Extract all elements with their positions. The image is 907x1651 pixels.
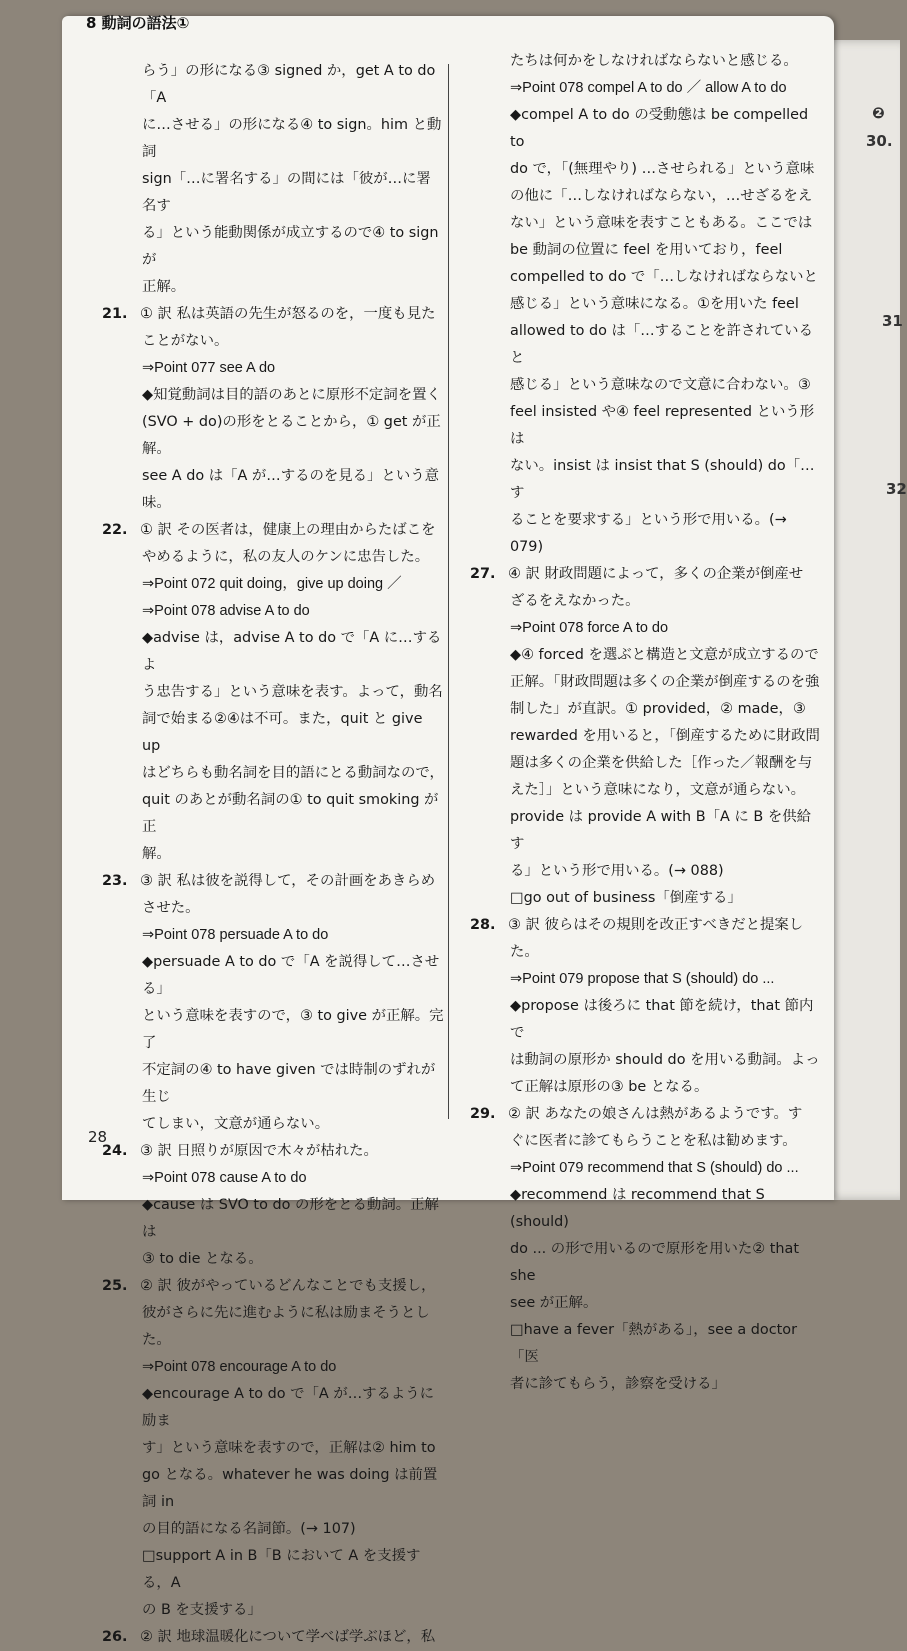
- text-line: 者に診てもらう，診察を受ける」: [510, 1376, 726, 1392]
- question-text: ④ 訳 財政問題によって，多くの企業が倒産せ: [508, 566, 804, 582]
- text-line: ない」という意味を表すこともある。ここでは: [510, 215, 813, 231]
- text-line: て正解は原形の③ be となる。: [510, 1079, 709, 1095]
- question-line: [90, 1624, 445, 1651]
- point-reference: ⇒Point 078 advise A to do: [142, 603, 310, 619]
- text-line: 感じる」という意味なので文意に合わない。③: [510, 377, 811, 393]
- point-reference: ⇒Point 078 encourage A to do: [142, 1359, 337, 1375]
- text-line: feel insisted や④ feel represented という形は: [510, 404, 815, 447]
- text-line: 詞で始まる②④は不可。また，quit と give up: [142, 711, 423, 754]
- question-line: [458, 561, 820, 588]
- question-number: 22.: [102, 522, 128, 538]
- question-number: 21.: [102, 306, 128, 322]
- text-line: 正解。「財政問題は多くの企業が倒産するのを強: [510, 674, 820, 690]
- explanation-line: ◆compel A to do の受動態は be compelled to: [510, 107, 809, 150]
- text-line: はどちらも動名詞を目的語にとる動詞なので，: [142, 765, 444, 781]
- text-line: do で，「(無理やり) …させられる」という意味: [510, 161, 815, 177]
- text-line: allowed to do は「…することを許されていると: [510, 323, 813, 366]
- explanation-line: ◆encourage A to do で「A が…するように励ま: [142, 1386, 435, 1429]
- point-reference: ⇒Point 077 see A do: [142, 360, 276, 376]
- text-line: やめるように，私の友人のケンに忠告した。: [142, 549, 430, 565]
- text-line: go となる。whatever he was doing は前置詞 in: [142, 1467, 438, 1510]
- explanation-line: ◆recommend は recommend that S (should): [510, 1187, 765, 1230]
- text-line: 不定詞の④ to have given では時制のずれが生じ: [142, 1062, 436, 1105]
- next-page-fragment: 31: [882, 312, 903, 330]
- text-line: ③ to die となる。: [142, 1251, 263, 1267]
- question-number: 26.: [102, 1629, 128, 1645]
- text-line: (SVO + do)の形をとることから，① get が正解。: [142, 414, 441, 457]
- question-text: ② 訳 彼がやっているどんなことでも支援し，: [140, 1278, 436, 1294]
- question-text: ② 訳 あなたの娘さんは熱があるようです。す: [508, 1106, 803, 1122]
- explanation-line: ◆④ forced を選ぶと構造と文意が成立するので: [510, 647, 819, 663]
- text-line: rewarded を用いると，「倒産するために財政問: [510, 728, 820, 744]
- question-line: [90, 868, 445, 895]
- text-line: be 動詞の位置に feel を用いており，feel: [510, 242, 783, 258]
- question-number: 25.: [102, 1278, 128, 1294]
- text-line: う忠告する」という意味を表す。よって，動名: [142, 684, 443, 700]
- text-line: 題は多くの企業を供給した［作った／報酬を与: [510, 755, 813, 771]
- left-column: [90, 58, 445, 1651]
- question-line: [90, 301, 445, 328]
- text-line: ことがない。: [142, 333, 229, 349]
- point-reference: ⇒Point 078 compel A to do ／ allow A to do: [510, 80, 787, 96]
- explanation-line: ◆propose は後ろに that 節を続け，that 節内で: [510, 998, 814, 1041]
- question-text: ③ 訳 私は彼を説得して，その計画をあきらめ: [140, 873, 436, 889]
- question-number: 24.: [102, 1143, 128, 1159]
- explanation-line: □have a fever「熱がある」，see a doctor「医: [510, 1322, 798, 1365]
- text-line: す」という意味を表すので，正解は② him to: [142, 1440, 436, 1456]
- text-line: という意味を表すので，③ to give が正解。完了: [142, 1008, 444, 1051]
- explanation-line: ◆persuade A to do で「A を説得して…させる」: [142, 954, 440, 997]
- question-line: [90, 1138, 445, 1165]
- chapter-header: 8 動詞の語法①: [86, 14, 190, 32]
- question-number: 23.: [102, 873, 128, 889]
- text-line: quit のあとが動名詞の① to quit smoking が正: [142, 792, 439, 835]
- text-line: に…させる」の形になる④ to sign。him と動詞: [142, 117, 442, 160]
- text-line: do ... の形で用いるので原形を用いた② that she: [510, 1241, 799, 1284]
- question-text: ① 訳 私は英語の先生が怒るのを，一度も見た: [140, 306, 436, 322]
- text-line: の B を支援する」: [142, 1602, 262, 1618]
- text-line: ることを要求する」という形で用いる。(→ 079): [510, 512, 787, 555]
- text-line: の目的語になる名詞節。(→ 107): [142, 1521, 356, 1537]
- text-line: らう」の形になる③ signed か，get A to do「A: [142, 63, 436, 106]
- explanation-line: ◆知覚動詞は目的語のあとに原形不定詞を置く: [142, 387, 441, 403]
- text-line: えた］」という意味になり，文意が通らない。: [510, 782, 806, 798]
- question-line: [458, 1101, 820, 1128]
- question-text: ① 訳 その医者は，健康上の理由からたばこを: [140, 522, 436, 538]
- page-number: 28: [88, 1128, 108, 1146]
- question-line: [90, 517, 445, 544]
- text-line: 正解。: [142, 279, 186, 295]
- next-page-fragment: ❷: [872, 104, 885, 122]
- text-line: たちは何かをしなければならないと感じる。: [510, 53, 798, 69]
- text-line: 解。: [142, 846, 171, 862]
- text-line: 彼がさらに先に進むように私は励まそうとした。: [142, 1305, 430, 1348]
- question-text: ③ 訳 彼らはその規則を改正すべきだと提案し: [508, 917, 804, 933]
- point-reference: ⇒Point 072 quit doing，give up doing ／: [142, 576, 402, 592]
- text-line: た。: [510, 944, 539, 960]
- next-page-fragment: 32: [886, 480, 907, 498]
- point-reference: ⇒Point 079 propose that S (should) do ...: [510, 971, 775, 987]
- text-line: ぐに医者に診てもらうことを私は勧めます。: [510, 1133, 797, 1149]
- text-line: 感じる」という意味になる。①を用いた feel: [510, 296, 799, 312]
- question-text: ③ 訳 日照りが原因で木々が枯れた。: [140, 1143, 378, 1159]
- point-reference: ⇒Point 079 recommend that S (should) do ...: [510, 1160, 799, 1176]
- explanation-line: ◆cause は SVO to do の形をとる動詞。正解は: [142, 1197, 439, 1240]
- text-line: は動詞の原形か should do を用いる動詞。よっ: [510, 1052, 820, 1068]
- text-line: ざるをえなかった。: [510, 593, 640, 609]
- text-line: see A do は「A が…するのを見る」という意味。: [142, 468, 439, 511]
- text-line: provide は provide A with B「A に B を供給す: [510, 809, 811, 852]
- text-line: の他に「…しなければならない，…せざるをえ: [510, 188, 813, 204]
- explanation-line: □support A in B「B において A を支援する，A: [142, 1548, 421, 1591]
- question-line: [90, 1273, 445, 1300]
- text-line: させた。: [142, 900, 200, 916]
- point-reference: ⇒Point 078 cause A to do: [142, 1170, 307, 1186]
- question-text: ② 訳 地球温暖化について学べば学ぶほど，私: [140, 1629, 436, 1645]
- question-line: [458, 912, 820, 939]
- text-line: る」という能動関係が成立するので④ to sign が: [142, 225, 439, 268]
- text-line: 制した」が直訳。① provided，② made，③: [510, 701, 806, 717]
- question-number: 28.: [470, 917, 496, 933]
- explanation-line: □go out of business「倒産する」: [510, 890, 742, 906]
- text-line: see が正解。: [510, 1295, 598, 1311]
- right-column: [458, 48, 820, 1398]
- point-reference: ⇒Point 078 persuade A to do: [142, 927, 329, 943]
- question-number: 29.: [470, 1106, 496, 1122]
- question-number: 27.: [470, 566, 496, 582]
- text-line: ない。insist は insist that S (should) do「…す: [510, 458, 815, 501]
- point-reference: ⇒Point 078 force A to do: [510, 620, 669, 636]
- explanation-line: ◆advise は，advise A to do で「A に…するよ: [142, 630, 442, 673]
- next-page-fragment: 30.: [866, 132, 893, 150]
- text-line: sign「…に署名する」の間には「彼が…に署名す: [142, 171, 431, 214]
- text-line: てしまい，文意が通らない。: [142, 1116, 330, 1132]
- text-line: compelled to do で「…しなければならないと: [510, 269, 818, 285]
- text-line: る」という形で用いる。(→ 088): [510, 863, 724, 879]
- column-divider: [448, 64, 449, 1119]
